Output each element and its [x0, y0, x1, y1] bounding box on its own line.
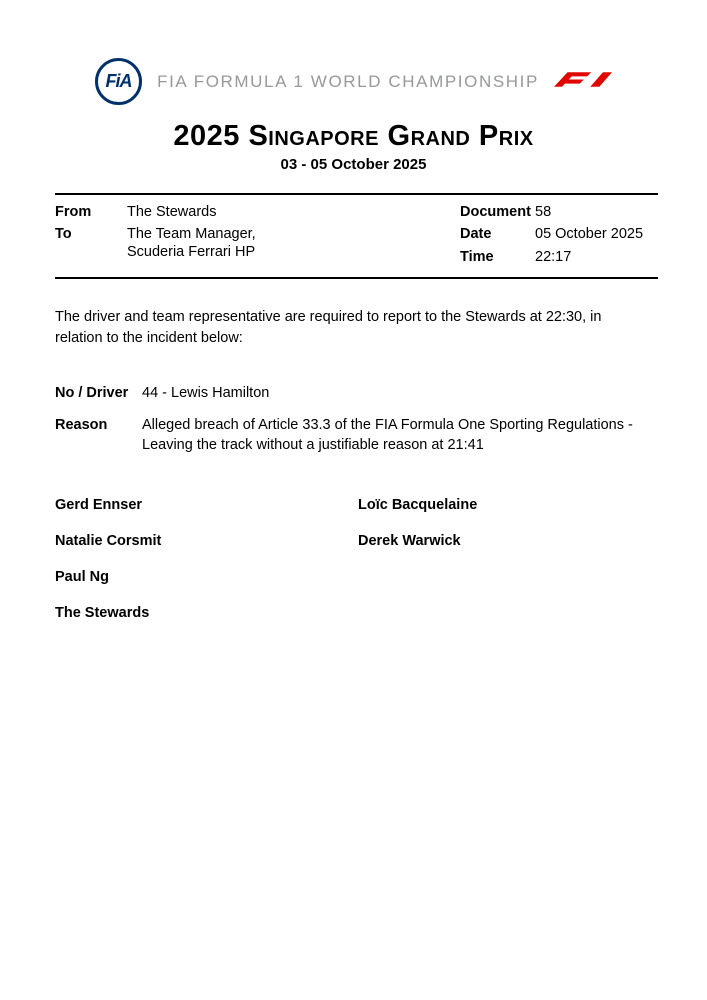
meta-row-date [460, 226, 658, 243]
title-block [0, 121, 707, 173]
document-number: 58 [535, 203, 552, 220]
no-driver-label: No / Driver [55, 385, 129, 402]
meta-left-column [55, 204, 460, 261]
formula1-logo-icon [554, 72, 612, 92]
steward-name: Natalie Corsmit [55, 532, 162, 549]
to-value [127, 226, 256, 261]
document-label: Document [460, 203, 531, 220]
detail-row-driver [55, 383, 652, 404]
from-value: The Stewards [127, 203, 217, 220]
time-value: 22:17 [535, 248, 572, 265]
to-value-line1: The Team Manager, [127, 226, 256, 243]
steward-name: Derek Warwick [358, 532, 461, 549]
event-title: 2025 Singapore Grand Prix [173, 120, 534, 152]
reason-value: Alleged breach of Article 33.3 of the FIA Formula One Sporting Regulations - Leaving the track without a justifiable reason at 21:41 [142, 416, 633, 454]
signature-row [55, 532, 652, 550]
steward-name: Loïc Bacquelaine [358, 496, 478, 513]
meta-row-from [55, 204, 460, 221]
from-label: From [55, 203, 92, 220]
signatures-block [55, 496, 652, 622]
meta-row-to [55, 226, 460, 261]
signature-row [55, 496, 652, 514]
meta-row-time [460, 249, 658, 266]
championship-title: FIA FORMULA 1 WORLD CHAMPIONSHIP [157, 71, 539, 91]
signatures-footer: The Stewards [55, 604, 150, 621]
signature-row [55, 568, 652, 586]
reason-label: Reason [55, 416, 108, 433]
summons-paragraph: The driver and team representative are required to report to the Stewards at 22:30, in relation to the incident below: [55, 309, 602, 346]
to-value-line2: Scuderia Ferrari HP [127, 243, 256, 260]
steward-name: Gerd Ennser [55, 496, 143, 513]
detail-row-reason [55, 415, 652, 456]
meta-right-column [460, 204, 658, 266]
date-label: Date [460, 226, 492, 243]
meta-row-document [460, 204, 658, 221]
fia-logo-text: FiA [105, 71, 132, 91]
time-label: Time [460, 248, 494, 265]
steward-name [358, 568, 652, 586]
to-label: To [55, 226, 72, 243]
fia-crest-icon [95, 58, 142, 105]
meta-table [55, 193, 658, 279]
event-dates: 03 - 05 October 2025 [280, 155, 427, 173]
date-value: 05 October 2025 [535, 226, 644, 243]
no-driver-value: 44 - Lewis Hamilton [142, 385, 270, 402]
document-header [0, 0, 707, 105]
steward-name: Paul Ng [55, 568, 109, 585]
